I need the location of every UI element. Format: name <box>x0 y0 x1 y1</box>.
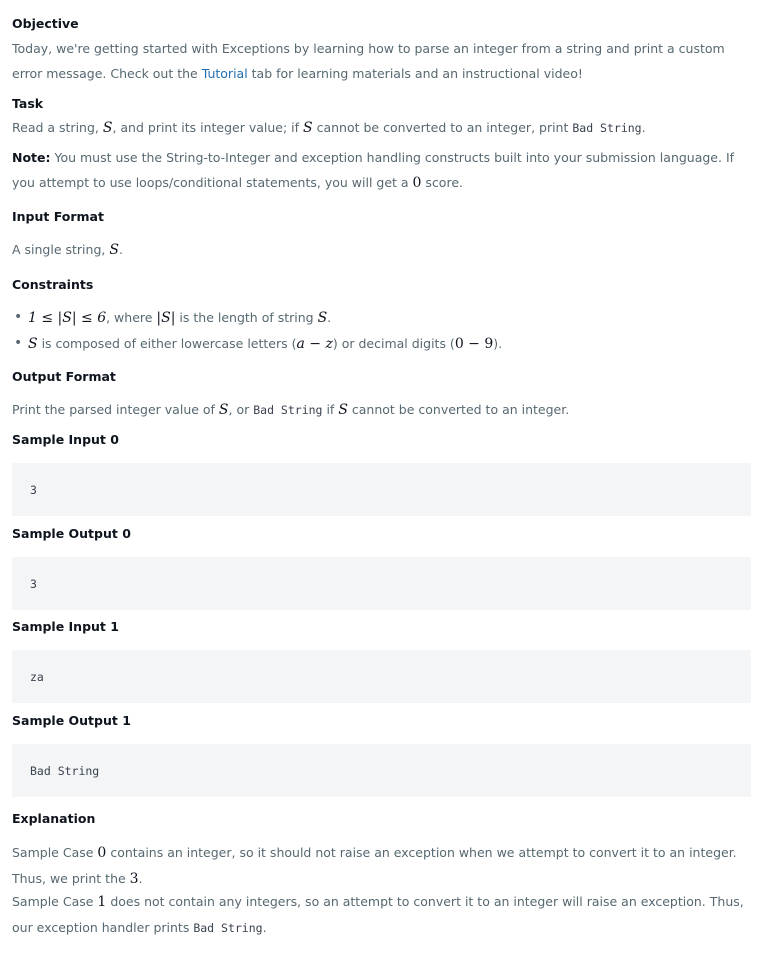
constraints-list <box>12 305 758 357</box>
constraint-item <box>28 331 758 357</box>
sample-output-1-value: Bad String <box>30 764 100 778</box>
constraint-text: ) or decimal digits ( <box>332 336 455 351</box>
objective-heading: Objective <box>12 16 79 31</box>
sample-input-1-value: za <box>30 670 44 684</box>
output-format-text-2: , or <box>228 402 254 417</box>
math-var-s: S <box>109 242 119 258</box>
output-format-text-3: if <box>322 402 339 417</box>
math-var-s: S <box>28 336 38 352</box>
task-text <box>12 115 754 141</box>
explanation-case-0 <box>12 840 754 892</box>
math-abs-s: |S| <box>156 310 176 326</box>
math-three: 3 <box>129 871 139 887</box>
sample-output-0-heading: Sample Output 0 <box>12 526 131 541</box>
math-zero: 0 <box>97 845 107 861</box>
constraint-item <box>28 305 758 331</box>
constraint-text: is composed of either lowercase letters ( <box>37 336 297 351</box>
task-text-2: , and print its integer value; if <box>112 120 303 135</box>
note-text-1: You must use the String-to-Integer and exception handling constructs built into your submission language. If you attempt to use loops/conditional statements, you will get a <box>12 150 735 190</box>
math-var-s: S <box>317 310 328 326</box>
constraint-text: . <box>327 310 332 325</box>
sample-input-1-heading: Sample Input 1 <box>12 619 119 634</box>
explanation-case-1 <box>12 889 754 941</box>
input-format-text-2: . <box>118 242 123 257</box>
explanation-text: Sample Case <box>12 845 98 860</box>
explanation-text: Sample Case <box>12 894 98 909</box>
output-format-text-1: Print the parsed integer value of <box>12 402 219 417</box>
note-text-2: score. <box>421 175 463 190</box>
note-label: Note: <box>12 150 51 165</box>
objective-text-1: Today, we're getting started with Exceptions by learning how to parse an integer from a string and print a custom error message. Check out the <box>12 41 725 81</box>
code-bad-string: Bad String <box>572 121 642 135</box>
objective-text <box>12 36 754 86</box>
note-text <box>12 145 754 196</box>
constraint-text: is the length of string <box>175 310 318 325</box>
math-length-range: 1 ≤ |S| ≤ 6 <box>28 310 107 326</box>
explanation-text: . <box>138 871 143 886</box>
task-heading: Task <box>12 96 44 111</box>
explanation-text: contains an integer, so it should not raise an exception when we attempt to convert it to an integer. Thus, we print the <box>12 845 737 886</box>
math-digit-range: 0 − 9 <box>454 336 494 352</box>
constraints-heading: Constraints <box>12 277 94 292</box>
input-format-text-1: A single string, <box>12 242 110 257</box>
task-text-3: cannot be converted to an integer, print <box>312 120 573 135</box>
sample-output-1-box <box>12 744 751 797</box>
math-one: 1 <box>97 894 107 910</box>
output-format-text-4: cannot be converted to an integer. <box>347 402 570 417</box>
input-format-text <box>12 237 754 263</box>
sample-input-1-box <box>12 650 751 703</box>
tutorial-link[interactable]: Tutorial <box>201 66 248 81</box>
explanation-text: does not contain any integers, so an attempt to convert it to an integer will raise an exception. Thus, our exception handler prints <box>12 894 744 935</box>
math-var-s: S <box>218 402 229 418</box>
task-text-4: . <box>641 120 646 135</box>
sample-input-0-box <box>12 463 751 516</box>
math-var-s: S <box>338 402 348 418</box>
explanation-heading: Explanation <box>12 811 96 826</box>
sample-output-0-box <box>12 557 751 610</box>
explanation-text: . <box>262 920 267 935</box>
code-bad-string: Bad String <box>193 921 263 935</box>
sample-output-1-heading: Sample Output 1 <box>12 713 131 728</box>
input-format-heading: Input Format <box>12 209 104 224</box>
math-var-s: S <box>303 120 313 136</box>
constraint-text: , where <box>106 310 157 325</box>
math-var-s: S <box>102 120 113 136</box>
objective-text-2: tab for learning materials and an instructional video! <box>247 66 583 81</box>
math-zero: 0 <box>412 175 422 191</box>
sample-output-0-value: 3 <box>30 577 37 591</box>
constraint-text: ). <box>493 336 503 351</box>
sample-input-0-heading: Sample Input 0 <box>12 432 119 447</box>
output-format-heading: Output Format <box>12 369 116 384</box>
sample-input-0-value: 3 <box>30 483 37 497</box>
math-letter-range: a − z <box>296 336 333 352</box>
code-bad-string: Bad String <box>253 403 323 417</box>
output-format-text <box>12 397 754 423</box>
task-text-1: Read a string, <box>12 120 103 135</box>
